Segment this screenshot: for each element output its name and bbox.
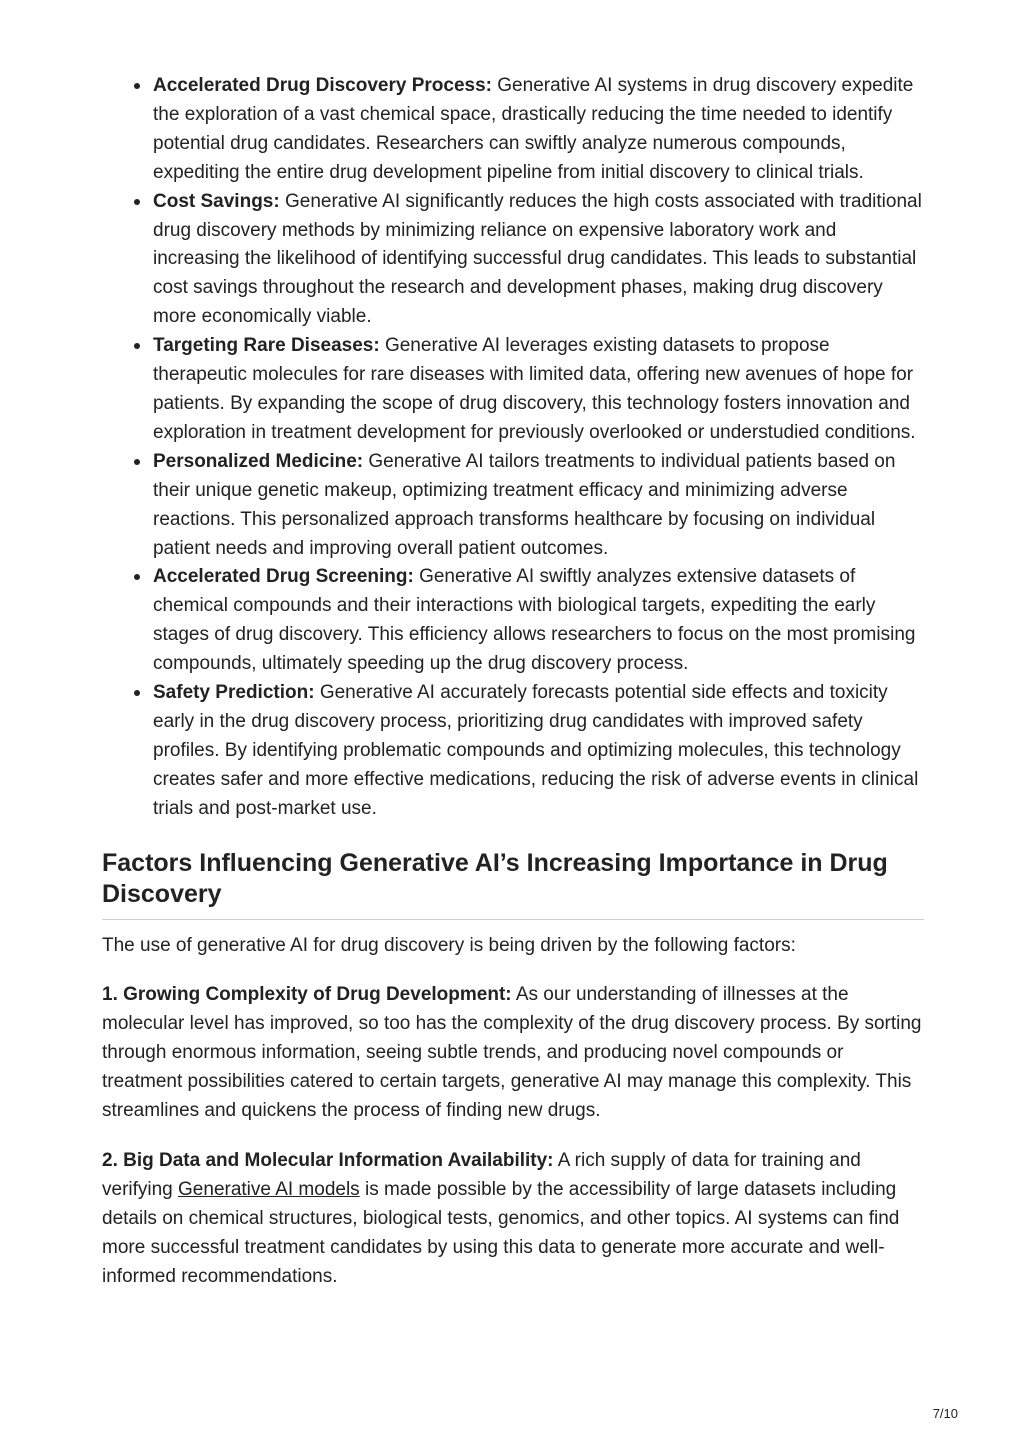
bullet-icon — [134, 690, 140, 696]
list-item — [153, 448, 924, 564]
section-intro: The use of generative AI for drug discovery is being driven by the following factors: — [102, 934, 796, 956]
factor-title: 1. Growing Complexity of Drug Development: — [102, 984, 512, 1006]
list-item-title: Accelerated Drug Screening: — [153, 566, 414, 588]
list-item-text: Generative AI swiftly analyzes extensive datasets of chemical compounds and their interactions with biological targets, expediting the early stages of drug discovery. This efficiency allows researchers to focus on the most promising compounds, ultimately speeding up the drug discovery process. — [153, 566, 916, 675]
list-item-text: Generative AI significantly reduces the high costs associated with traditional drug discovery methods by minimizing reliance on expensive laboratory work and increasing the likelihood of identifying successful drug candidates. This leads to substantial cost savings throughout the research and development phases, making drug discovery more economically viable. — [153, 190, 922, 328]
list-item — [153, 563, 924, 679]
list-item-text: Generative AI leverages existing datasets to propose therapeutic molecules for rare diseases with limited data, offering new avenues of hope for patients. By expanding the scope of drug discovery, this technology fosters innovation and exploration in treatment development for previously overlooked or understudied conditions. — [153, 335, 916, 443]
factor-paragraph — [102, 1147, 924, 1292]
bullet-icon — [134, 83, 140, 89]
list-item-title: Accelerated Drug Discovery Process: — [153, 75, 492, 96]
bullet-icon — [134, 343, 140, 349]
list-item — [153, 679, 924, 824]
list-item — [153, 332, 924, 448]
benefits-list — [102, 72, 924, 824]
list-item-title: Cost Savings: — [153, 190, 280, 212]
list-item-title: Targeting Rare Diseases: — [153, 335, 380, 357]
list-item-text: Generative AI tailors treatments to individual patients based on their unique genetic makeup, optimizing treatment efficacy and minimizing adverse reactions. This personalized approach transforms healthcare by focusing on individual patient needs and improving overall patient outcomes. — [153, 450, 896, 559]
bullet-icon — [134, 459, 140, 465]
list-item — [153, 188, 924, 333]
factor-title: 2. Big Data and Molecular Information Availability: — [102, 1150, 554, 1171]
list-item-text: Generative AI systems in drug discovery expedite the exploration of a vast chemical space, drastically reducing the time needed to identify potential drug candidates. Researchers can swiftly analyze numerous compounds, expediting the entire drug development pipeline from initial discovery to clinical trials. — [153, 75, 914, 183]
list-item — [153, 72, 924, 188]
factor-paragraph — [102, 981, 924, 1126]
factor-text: As our understanding of illnesses at the molecular level has improved, so too has the complexity of the drug discovery process. By sorting through enormous information, seeing subtle trends, and producing novel compounds or treatment possibilities catered to certain targets, generative AI may manage this complexity. This streamlines and quickens the process of finding new drugs. — [102, 984, 922, 1122]
bullet-icon — [134, 574, 140, 580]
page-number: 7/10 — [932, 1406, 958, 1421]
list-item-title: Safety Prediction: — [153, 682, 315, 704]
list-item-title: Personalized Medicine: — [153, 450, 364, 472]
list-item-text: Generative AI accurately forecasts potential side effects and toxicity early in the drug discovery process, prioritizing drug candidates with improved safety profiles. By identifying problematic compounds and optimizing molecules, this technology creates safer and more effective medications, reducing the risk of adverse events in clinical trials and post-market use. — [153, 682, 919, 819]
factor-text: is made possible by the accessibility of large datasets including details on chemical structures, biological tests, genomics, and other topics. AI systems can find more successful treatment candidates by using this data to generate more accurate and well-informed recommendations. — [102, 1178, 900, 1287]
generative-ai-models-link[interactable]: Generative AI models — [178, 1178, 360, 1200]
section-heading: Factors Influencing Generative AI’s Increasing Importance in Drug Discovery — [102, 848, 924, 920]
bullet-icon — [134, 199, 140, 205]
factor-text: A rich supply of data for training and verifying — [102, 1150, 861, 1200]
document-page — [102, 72, 924, 1292]
